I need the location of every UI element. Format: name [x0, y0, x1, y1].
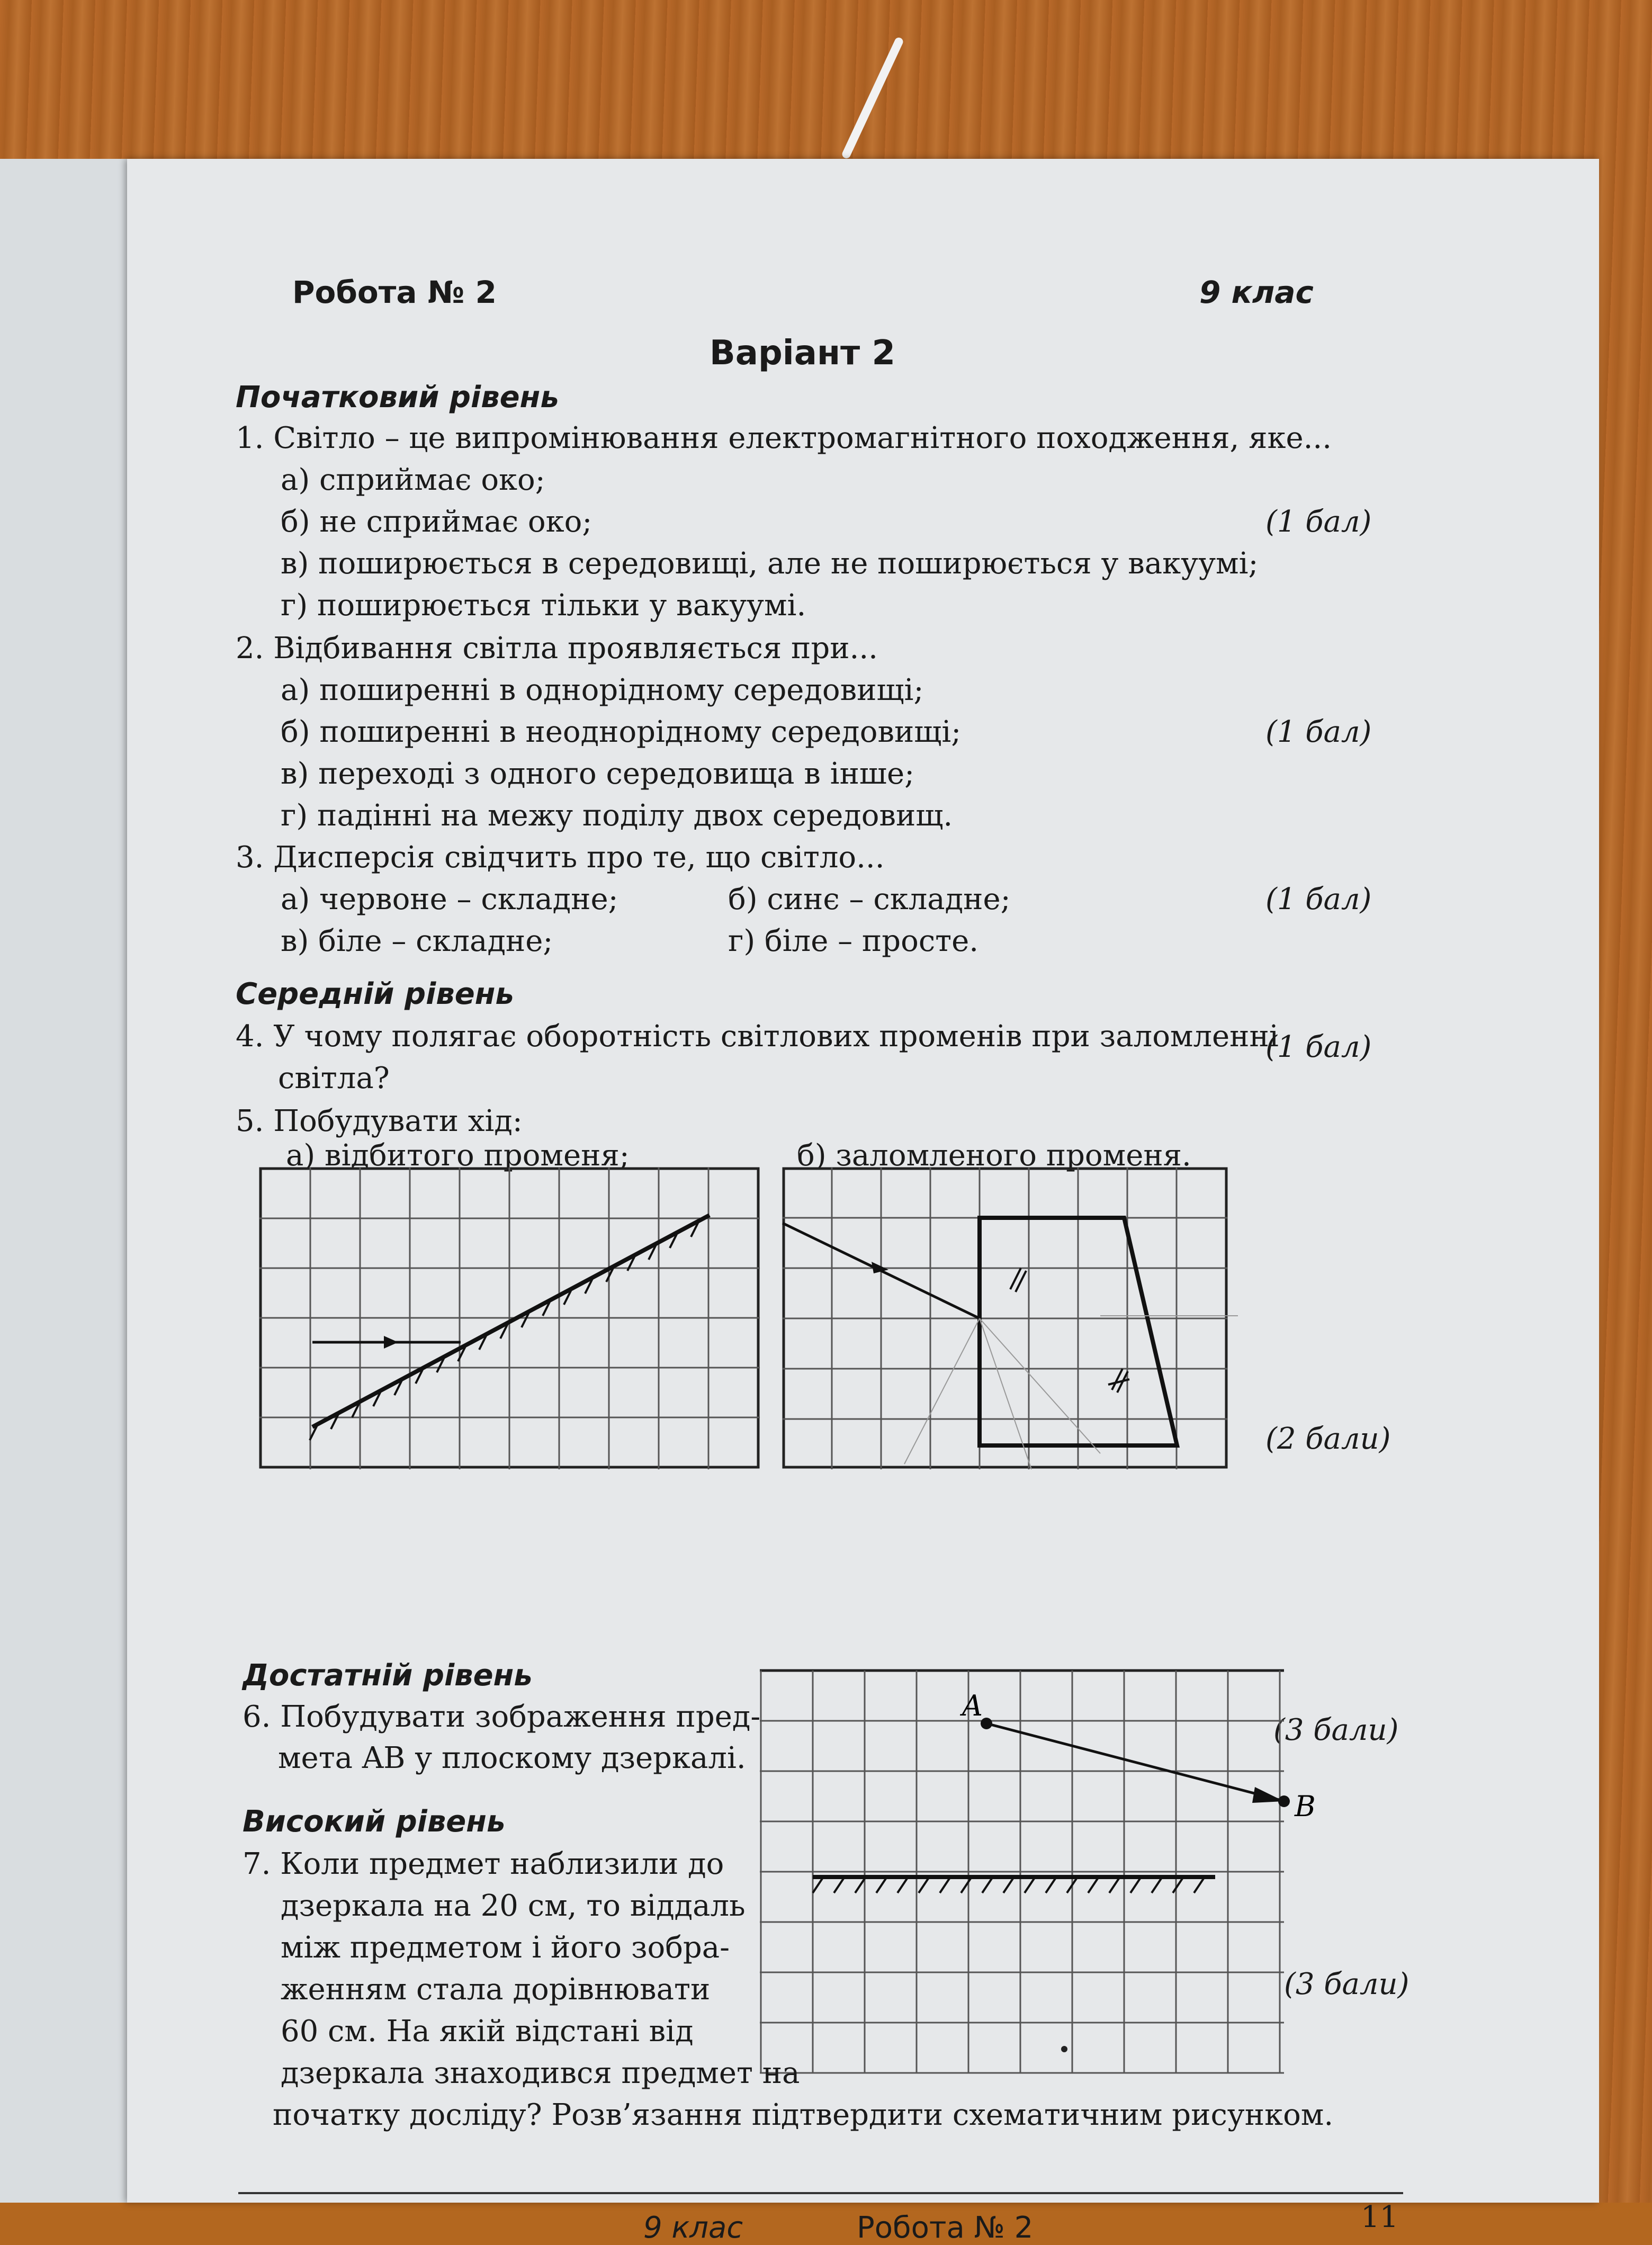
q5-points: (2 бали)	[1265, 1422, 1391, 1456]
label-a: A	[962, 1689, 983, 1722]
q6-text-line1: 6. Побудувати зображення пред-	[243, 1700, 761, 1734]
label-b: B	[1295, 1790, 1316, 1823]
q1-option-c: в) поширюється в середовищі, але не поширюється у вакуумі;	[281, 546, 1259, 581]
page-title: Варіант 2	[710, 334, 896, 373]
q2-text: 2. Відбивання світла проявляється при...	[236, 631, 878, 666]
footer-work: Робота № 2	[857, 2211, 1034, 2245]
mirror-line	[312, 1215, 710, 1427]
point-b	[1278, 1795, 1290, 1807]
q5-label-a: а) відбитого променя;	[286, 1138, 630, 1173]
q4-text-line1: 4. У чому полягає оборотність світлових променів при заломленні	[236, 1019, 1279, 1054]
q2-option-d: г) падінні на межу поділу двох середовищ.	[281, 798, 953, 833]
q2-option-c: в) переході з одного середовища в інше;	[281, 757, 914, 791]
level-middle: Середній рівень	[236, 977, 514, 1011]
q3-text: 3. Дисперсія свідчить про те, що світло...	[236, 840, 885, 875]
q1-points: (1 бал)	[1265, 505, 1372, 539]
left-page-edge	[0, 159, 141, 2203]
level-high: Високий рівень	[243, 1804, 506, 1839]
q3-points: (1 бал)	[1265, 882, 1372, 917]
grid-refraction	[783, 1168, 1227, 1469]
q3-option-b: б) синє – складне;	[728, 882, 1011, 917]
q7-line6: дзеркала знаходився предмет на	[281, 2056, 800, 2090]
level-sufficient: Достатній рівень	[243, 1658, 533, 1693]
page-number: 11	[1361, 2200, 1399, 2234]
q3-option-a: а) червоне – складне;	[281, 882, 618, 917]
q7-line3: між предметом і його зобра-	[281, 1930, 730, 1965]
grid-mirror-image	[760, 1671, 1316, 2105]
q7-line5: 60 см. На якій відстані від	[281, 2014, 694, 2049]
ray-arrow	[384, 1336, 398, 1349]
q4-text-line2: світла?	[278, 1061, 390, 1095]
q7-line7: початку досліду? Розв’язання підтвердити схематичним рисунком.	[273, 2098, 1334, 2132]
q7-points: (3 бали)	[1284, 1967, 1409, 2001]
level-initial: Початковий рівень	[236, 380, 559, 415]
object-ab	[986, 1723, 1283, 1801]
q1-option-d: г) поширюється тільки у вакуумі.	[281, 588, 806, 623]
flat-mirror-hatching	[813, 1877, 1205, 1893]
q2-points: (1 бал)	[1265, 715, 1372, 749]
q2-option-a: а) поширенні в однорідному середовищі;	[281, 673, 924, 707]
q1-text: 1. Світло – це випромінювання електромагнітного походження, яке...	[236, 421, 1332, 455]
q3-option-c: в) біле – складне;	[281, 924, 553, 958]
q6-points: (3 бали)	[1273, 1713, 1399, 1747]
q5-label-b: б) заломленого променя.	[797, 1138, 1191, 1173]
q3-option-d: г) біле – просте.	[728, 924, 979, 958]
footer-rule	[238, 2192, 1403, 2194]
q7-line2: дзеркала на 20 см, то віддаль	[281, 1889, 746, 1923]
workbook-page	[127, 159, 1599, 2245]
q1-option-a: а) сприймає око;	[281, 463, 545, 497]
q6-text-line2: мета AB у плоскому дзеркалі.	[278, 1741, 746, 1775]
q7-line4: женням стала дорівнювати	[281, 1972, 711, 2007]
header-class: 9 клас	[1199, 274, 1314, 310]
q7-line1: 7. Коли предмет наблизили до	[243, 1847, 724, 1881]
q2-option-b: б) поширенні в неоднорідному середовищі;	[281, 715, 962, 749]
pencil-dot	[1061, 2046, 1067, 2052]
q5-text: 5. Побудувати хід:	[236, 1104, 523, 1138]
footer-class: 9 клас	[643, 2211, 743, 2245]
header-work: Робота № 2	[292, 274, 497, 310]
q4-points: (1 бал)	[1265, 1030, 1372, 1064]
grid-reflection	[259, 1168, 760, 1469]
q1-option-b: б) не сприймає око;	[281, 505, 592, 539]
